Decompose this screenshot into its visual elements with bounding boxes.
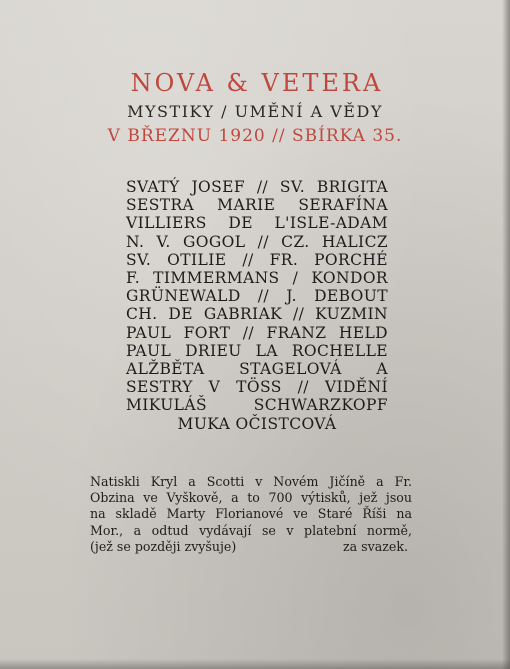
contents-line: GRÜNEWALD // J. DEBOUT	[126, 287, 388, 306]
contents-line: F. TIMMERMANS / KONDOR	[126, 269, 388, 288]
contents-line: SV. OTILIE // FR. PORCHÉ	[126, 250, 388, 269]
cover-header	[0, 68, 510, 148]
contents-list	[126, 178, 388, 433]
colophon-line: na skladě Marty Florianové ve Staré Říši na	[90, 506, 412, 522]
contents-line: SESTRY V TÖSS // VIDĚNÍ	[126, 378, 388, 397]
cover-subtitle: MYSTIKY / UMĚNÍ A VĚDY	[127, 102, 383, 121]
colophon-last-line	[90, 539, 412, 555]
paper-bottom-shadow	[0, 659, 510, 669]
colophon	[90, 474, 412, 555]
contents-line: ALŽBĚTA STAGELOVÁ A	[126, 360, 388, 379]
contents-line: PAUL FORT // FRANZ HELD	[126, 323, 388, 342]
cover-title: NOVA & VETERA	[130, 69, 384, 97]
colophon-line: Natiskli Kryl a Scotti v Novém Jičíně a Fr.	[90, 474, 412, 489]
colophon-price-note: za svazek.	[343, 538, 408, 554]
contents-line: PAUL DRIEU LA ROCHELLE	[126, 341, 388, 360]
colophon-line: Mor., a odtud vydávají se v platební normě,	[90, 522, 412, 538]
contents-line: N. V. GOGOL // CZ. HALICZ	[126, 232, 388, 251]
contents-line: CH. DE GABRIAK // KUZMIN	[126, 305, 388, 324]
colophon-line: Obzina ve Vyškově, a to 700 výtisků, jež jsou	[90, 490, 412, 506]
contents-line: SESTRA MARIE SERAFÍNA	[126, 196, 388, 215]
paper-edge-shadow	[502, 0, 510, 669]
colophon-note: (jež se později zvyšuje)	[90, 538, 237, 554]
contents-line: MUKA OČISTCOVÁ	[177, 414, 337, 433]
contents-line: MIKULÁŠ SCHWARZKOPF	[126, 396, 388, 415]
contents-line: SVATÝ JOSEF // SV. BRIGITA	[126, 178, 388, 196]
contents-line: VILLIERS DE L'ISLE-ADAM	[126, 214, 388, 233]
cover-issue-line: V BŘEZNU 1920 // SBÍRKA 35.	[107, 126, 403, 146]
